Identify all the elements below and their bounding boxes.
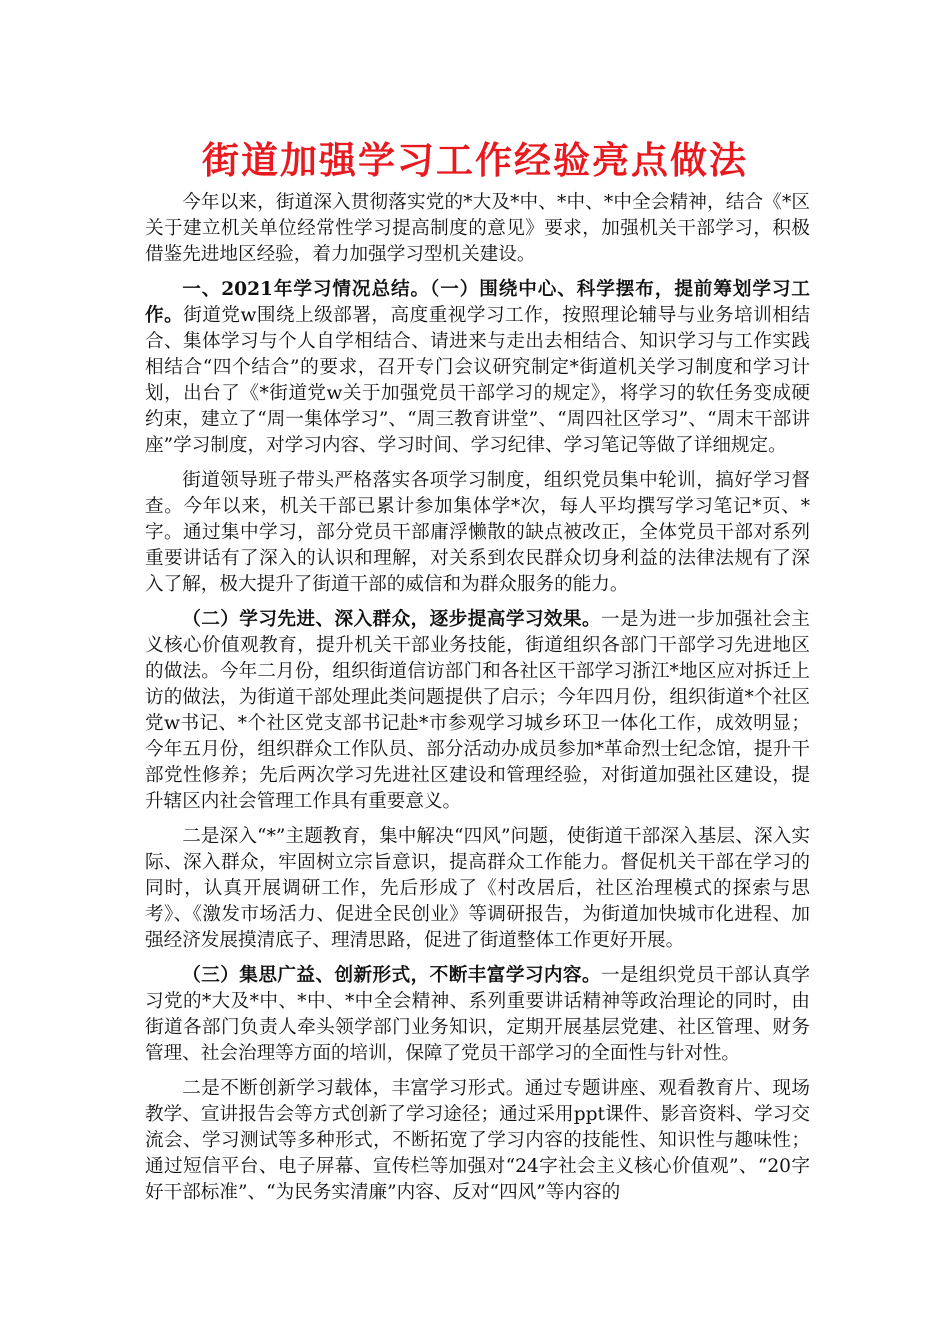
paragraph xyxy=(145,190,810,268)
paragraph xyxy=(145,468,810,598)
paragraph-text: 二是不断创新学习载体，丰富学习形式。通过专题讲座、观看教育片、现场教学、宣讲报告会等方式创新了学习途径；通过采用ppt课件、影音资料、学习交流会、学习测试等多种形式，不断拓宽了学习内容的技能性、知识性与趣味性；通过短信平台、电子屏幕、宣传栏等加强对“24字社会主义核心价值观”、“20字好干部标准”、“为民务实清廉”内容、反对“四风”等内容的 xyxy=(145,1078,810,1203)
paragraph-heading: 一、2021年学习情况总结。（一）围绕中心、科学摆布，提前筹划学习工作。 xyxy=(145,279,810,326)
paragraph-text: 二是深入“*”主题教育，集中解决“四风”问题，使街道干部深入基层、深入实际、深入群众，牢固树立宗旨意识，提高群众工作能力。督促机关干部在学习的同时，认真开展调研工作，先后形成了《村改居后，社区治理模式的探索与思考》、《激发市场活力、促进全民创业》等调研报告，为街道加快城市化进程、加强经济发展摸清底子、理清思路，促进了街道整体工作更好开展。 xyxy=(145,826,810,951)
paragraph-text: 街道党w围绕上级部署，高度重视学习工作，按照理论辅导与业务培训相结合、集体学习与个人自学相结合、请进来与走出去相结合、知识学习与工作实践相结合“四个结合”的要求，召开专门会议研究制定*街道机关学习制度和学习计划，出台了《*街道党w关于加强党员干部学习的规定》，将学习的软任务变成硬约束，建立了“周一集体学习”、“周三教育讲堂”、“周四社区学习”、“周末干部讲座”学习制度，对学习内容、学习时间、学习纪律、学习笔记等做了详细规定。 xyxy=(145,305,810,456)
paragraph xyxy=(145,824,810,954)
document-title: 街道加强学习工作经验亮点做法 xyxy=(202,138,748,182)
paragraph-heading: （三）集思广益、创新形式，不断丰富学习内容。 xyxy=(182,965,602,986)
document-body xyxy=(145,190,810,1215)
paragraph-text: 今年以来，街道深入贯彻落实党的*大及*中、*中、*中全会精神，结合《*区关于建立机关单位经常性学习提高制度的意见》要求，加强机关干部学习，积极借鉴先进地区经验，着力加强学习型机关建设。 xyxy=(145,192,810,265)
paragraph xyxy=(145,1076,810,1206)
paragraph-text: 街道领导班子带头严格落实各项学习制度，组织党员集中轮训，搞好学习督查。今年以来，机关干部已累计参加集体学*次，每人平均撰写学习笔记*页、*字。通过集中学习，部分党员干部庸浮懒散的缺点被改正，全体党员干部对系列重要讲话有了深入的认识和理解，对关系到农民群众切身利益的法律法规有了深入了解，极大提升了街道干部的威信和为群众服务的能力。 xyxy=(145,470,810,595)
paragraph xyxy=(145,607,810,815)
paragraph xyxy=(145,963,810,1067)
paragraph-text: 一是组织党员干部认真学习党的*大及*中、*中、*中全会精神、系列重要讲话精神等政治理论的同时，由街道各部门负责人牵头领学部门业务知识，定期开展基层党建、社区管理、财务管理、社会治理等方面的培训，保障了党员干部学习的全面性与针对性。 xyxy=(145,965,810,1064)
paragraph-text: 一是为进一步加强社会主义核心价值观教育，提升机关干部业务技能，街道组织各部门干部学习先进地区的做法。今年二月份，组织街道信访部门和各社区干部学习浙江*地区应对拆迁上访的做法，为街道干部处理此类问题提供了启示；今年四月份，组织街道*个社区党w书记、*个社区党支部书记赴*市参观学习城乡环卫一体化工作，成效明显；今年五月份，组织群众工作队员、部分活动办成员参加*革命烈士纪念馆，提升干部党性修养；先后两次学习先进社区建设和管理经验，对街道加强社区建设，提升辖区内社会管理工作具有重要意义。 xyxy=(145,609,810,812)
paragraph xyxy=(145,277,810,459)
paragraph-heading: （二）学习先进、深入群众，逐步提高学习效果。 xyxy=(182,609,602,630)
